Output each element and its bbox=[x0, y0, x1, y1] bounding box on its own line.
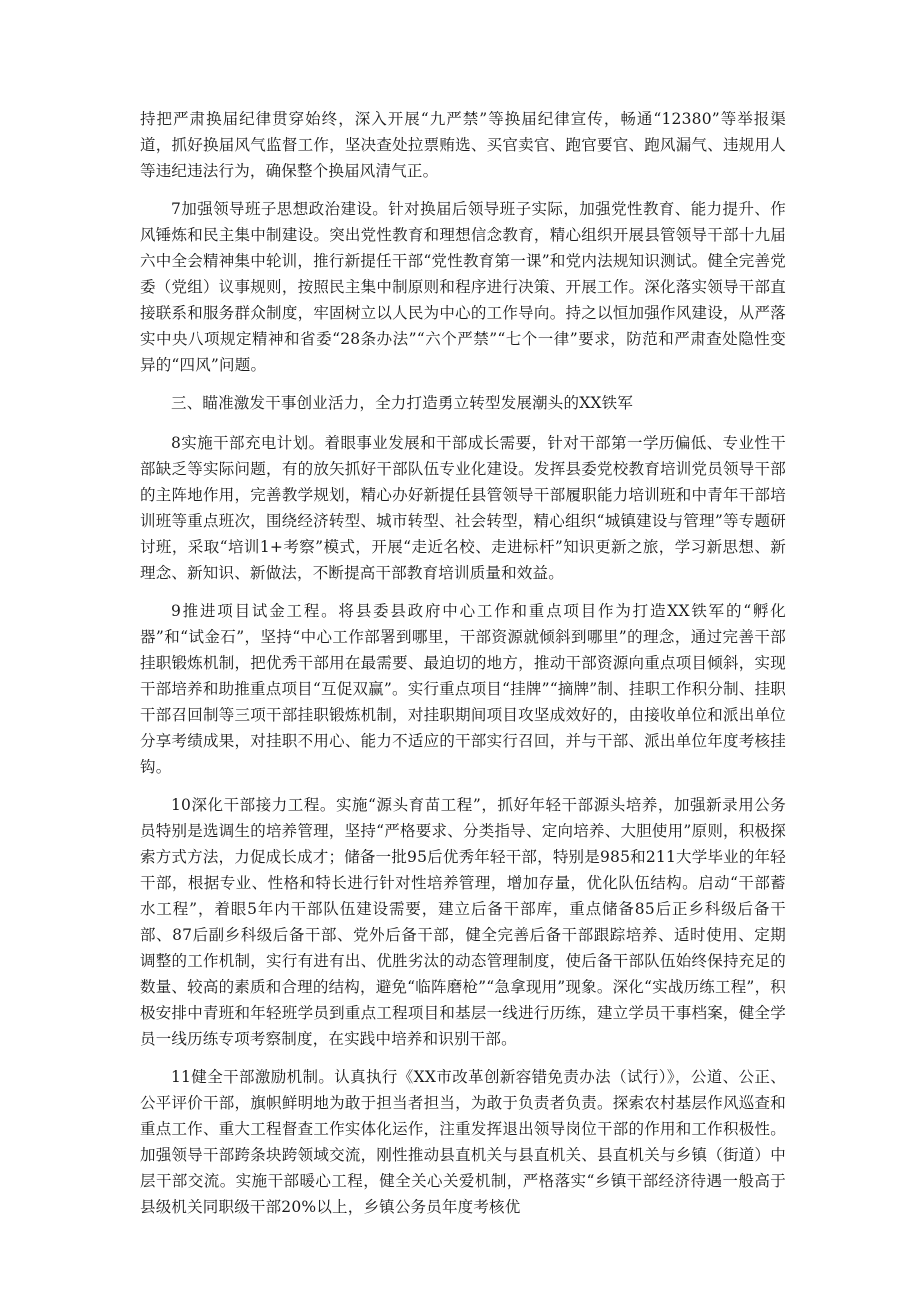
document-body bbox=[140, 106, 786, 1232]
paragraph-item-10: 10深化干部接力工程。实施“源头育苗工程”，抓好年轻干部源头培养，加强新录用公务员特别是选调生的培养管理，坚持“严格要求、分类指导、定向培养、大胆使用”原则，积极探索方式方法，力促成长成才；储备一批95后优秀年轻干部，特别是985和211大学毕业的年轻干部，根据专业、性格和特长进行针对性培养管理，增加存量，优化队伍结构。启动“干部蓄水工程”，着眼5年内干部队伍建设需要，建立后备干部库，重点储备85后正乡科级后备干部、87后副乡科级后备干部、党外后备干部，健全完善后备干部跟踪培养、适时使用、定期调整的工作机制，实行有进有出、优胜劣汰的动态管理制度，使后备干部队伍始终保持充足的数量、较高的素质和合理的结构，避免“临阵磨枪”“急拿现用”现象。深化“实战历练工程”，积极安排中青班和年轻班学员到重点工程项目和基层一线进行历练，建立学员干事档案，健全学员一线历练专项考察制度，在实践中培养和识别干部。 bbox=[140, 796, 786, 1048]
paragraph-item-7: 7加强领导班子思想政治建设。针对换届后领导班子实际，加强党性教育、能力提升、作风锤炼和民主集中制建设。突出党性教育和理想信念教育，精心组织开展县管领导干部十九届六中全会精神集中轮训，推行新提任干部“党性教育第一课”和党内法规知识测试。健全完善党委（党组）议事规则，按照民主集中制原则和程序进行决策、开展工作。深化落实领导干部直接联系和服务群众制度，牢固树立以人民为中心的工作导向。持之以恒加强作风建设，从严落实中央八项规定精神和省委“28条办法”“六个严禁”“七个一律”要求，防范和严肃查处隐性变异的“四风”问题。 bbox=[140, 200, 786, 374]
section-heading-3: 三、瞄准激发干事创业活力，全力打造勇立转型发展潮头的XX铁军 bbox=[171, 394, 634, 412]
paragraph-continuation: 持把严肃换届纪律贯穿始终，深入开展“九严禁”等换届纪律宣传，畅通“12380”等举报渠道，抓好换届风气监督工作，坚决查处拉票贿选、买官卖官、跑官要官、跑风漏气、违规用人等违纪违法行为，确保整个换届风清气正。 bbox=[140, 110, 786, 180]
paragraph-item-8: 8实施干部充电计划。着眼事业发展和干部成长需要，针对干部第一学历偏低、专业性干部缺乏等实际问题，有的放矢抓好干部队伍专业化建设。发挥县委党校教育培训党员领导干部的主阵地作用，完善教学规划，精心办好新提任县管领导干部履职能力培训班和中青年干部培训班等重点班次，围绕经济转型、城市转型、社会转型，精心组织“城镇建设与管理”等专题研讨班，采取“培训1+考察”模式，开展“走近名校、走进标杆”知识更新之旅，学习新思想、新理念、新知识、新做法，不断提高干部教育培训质量和效益。 bbox=[140, 434, 786, 582]
paragraph-item-11: 11健全干部激励机制。认真执行《XX市改革创新容错免责办法（试行）》，公道、公正、公平评价干部，旗帜鲜明地为敢于担当者担当，为敢于负责者负责。探索农村基层作风巡查和重点工作、重大工程督查工作实体化运作，注重发挥退出领导岗位干部的作用和工作积极性。加强领导干部跨条块跨领域交流，刚性推动县直机关与县直机关、县直机关与乡镇（街道）中层干部交流。实施干部暖心工程，健全关心关爱机制，严格落实“乡镇干部经济待遇一般高于县级机关同职级干部20%以上，乡镇公务员年度考核优 bbox=[140, 1068, 786, 1216]
paragraph-item-9: 9推进项目试金工程。将县委县政府中心工作和重点项目作为打造XX铁军的“孵化器”和“试金石”，坚持“中心工作部署到哪里，干部资源就倾斜到哪里”的理念，通过完善干部挂职锻炼机制，把优秀干部用在最需要、最迫切的地方，推动干部资源向重点项目倾斜，实现干部培养和助推重点项目“互促双赢”。实行重点项目“挂牌”“摘牌”制、挂职工作积分制、挂职干部召回制等三项干部挂职锻炼机制，对挂职期间项目攻坚成效好的，由接收单位和派出单位分享考绩成果，对挂职不用心、能力不适应的干部实行召回，并与干部、派出单位年度考核挂钩。 bbox=[140, 602, 786, 776]
